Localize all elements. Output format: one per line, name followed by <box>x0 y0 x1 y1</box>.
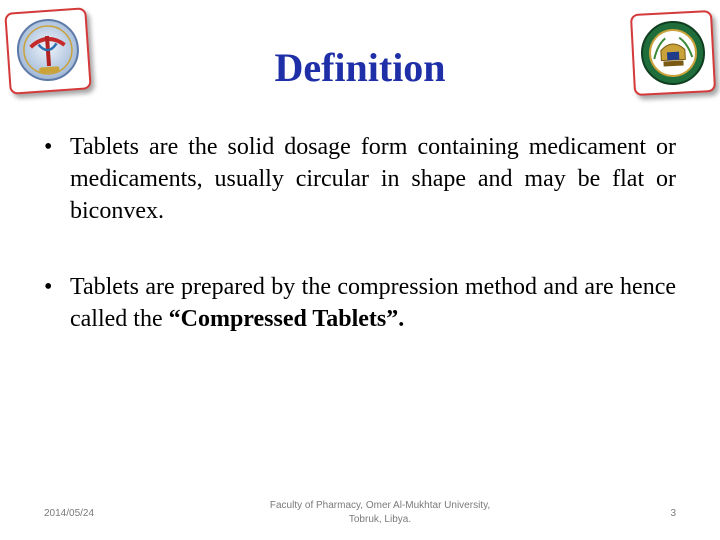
bullet-item <box>44 131 676 227</box>
slide-title: Definition <box>274 45 446 90</box>
bullet-item <box>44 271 676 335</box>
footer-affiliation-line1: Faculty of Pharmacy, Omer Al-Mukhtar University, <box>269 500 491 511</box>
bullet-text: Tablets are the solid dosage form containing medicament or medicaments, usually circular in shape and may be flat or biconvex. <box>70 134 676 224</box>
bullet-text: Tablets are prepared by the compression method and are hence called the <box>70 274 676 332</box>
university-seal-logo-icon <box>630 10 716 96</box>
footer-date: 2014/05/24 <box>44 508 95 519</box>
bullet-marker: • <box>44 134 53 160</box>
bullet-bold-term: “Compressed Tablets”. <box>168 306 405 332</box>
bullet-marker: • <box>44 274 53 300</box>
bullet-list <box>44 131 676 379</box>
footer-affiliation <box>240 499 520 527</box>
footer-page-number: 3 <box>670 508 676 519</box>
footer-affiliation-line2: Tobruk, Libya. <box>348 514 412 525</box>
